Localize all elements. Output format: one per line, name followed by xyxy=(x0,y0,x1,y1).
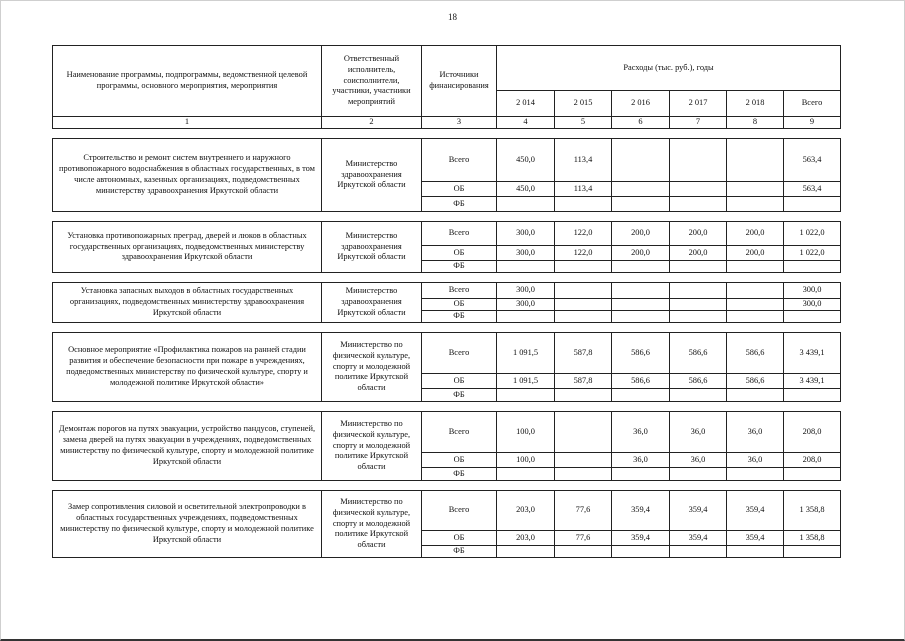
year-value-cell xyxy=(670,299,727,311)
header-year-cell: 2 015 xyxy=(555,91,612,117)
year-value-cell xyxy=(612,546,670,558)
year-value-cell xyxy=(555,283,612,299)
year-value-cell: 36,0 xyxy=(612,453,670,468)
year-value-cell: 77,6 xyxy=(555,531,612,546)
total-value-cell: 563,4 xyxy=(784,139,841,182)
year-value-cell: 450,0 xyxy=(497,139,555,182)
year-value-cell: 587,8 xyxy=(555,374,612,389)
year-value-cell: 586,6 xyxy=(612,374,670,389)
executor-cell: Министерство по физической культуре, спорту и молодежной политике Иркутской области xyxy=(322,491,422,558)
year-value-cell xyxy=(670,139,727,182)
activity-name-cell: Основное мероприятие «Профилактика пожаров на ранней стадии развития и обеспечение безопасности при пожаре в учреждениях, подведомственных министерству по физической культуре, спорту и молодежной политике Иркутской области» xyxy=(53,333,322,402)
year-value-cell xyxy=(555,546,612,558)
budget-table xyxy=(52,45,841,558)
year-value-cell xyxy=(670,261,727,273)
section-spacer xyxy=(53,481,841,491)
executor-cell: Министерство здравоохранения Иркутской области xyxy=(322,283,422,323)
table-row xyxy=(53,283,841,299)
column-number-cell: 7 xyxy=(670,117,727,129)
table-row xyxy=(53,333,841,374)
year-value-cell xyxy=(612,299,670,311)
year-value-cell xyxy=(497,197,555,212)
total-value-cell: 300,0 xyxy=(784,299,841,311)
executor-cell: Министерство здравоохранения Иркутской области xyxy=(322,222,422,273)
year-value-cell: 300,0 xyxy=(497,222,555,246)
year-value-cell xyxy=(555,468,612,481)
section-spacer xyxy=(53,212,841,222)
header-name-cell: Наименование программы, подпрограммы, ведомственной целевой программы, основного мероприятия, мероприятия xyxy=(53,46,322,117)
column-number-cell: 8 xyxy=(727,117,784,129)
column-number-cell: 3 xyxy=(422,117,497,129)
year-value-cell: 359,4 xyxy=(670,491,727,531)
year-value-cell: 36,0 xyxy=(727,453,784,468)
header-executor-cell: Ответственный исполнитель, соисполнители, участники, участники мероприятий xyxy=(322,46,422,117)
year-value-cell xyxy=(727,139,784,182)
year-value-cell: 586,6 xyxy=(670,333,727,374)
year-value-cell: 300,0 xyxy=(497,283,555,299)
year-value-cell xyxy=(555,453,612,468)
section-spacer xyxy=(53,129,841,139)
total-value-cell xyxy=(784,389,841,402)
year-value-cell xyxy=(497,546,555,558)
section-spacer-cell xyxy=(53,481,841,491)
year-value-cell: 36,0 xyxy=(670,453,727,468)
funding-source-cell: ОБ xyxy=(422,299,497,311)
year-value-cell: 359,4 xyxy=(612,491,670,531)
table-row xyxy=(53,412,841,453)
column-number-cell: 2 xyxy=(322,117,422,129)
funding-source-cell: ФБ xyxy=(422,389,497,402)
year-value-cell: 200,0 xyxy=(670,222,727,246)
total-value-cell: 1 358,8 xyxy=(784,491,841,531)
column-number-cell: 5 xyxy=(555,117,612,129)
header-year-cell: 2 016 xyxy=(612,91,670,117)
table-row xyxy=(53,491,841,531)
year-value-cell xyxy=(727,546,784,558)
activity-name-cell: Замер сопротивления силовой и осветительной электропроводки в областных государственных учреждениях, подведомственных министерству по физической культуре, спорту и молодежной политике Иркутской области xyxy=(53,491,322,558)
total-value-cell: 208,0 xyxy=(784,453,841,468)
header-year-cell: Всего xyxy=(784,91,841,117)
year-value-cell xyxy=(555,197,612,212)
column-number-cell: 6 xyxy=(612,117,670,129)
year-value-cell: 359,4 xyxy=(727,491,784,531)
funding-source-cell: Всего xyxy=(422,283,497,299)
year-value-cell: 586,6 xyxy=(727,374,784,389)
section-spacer-cell xyxy=(53,129,841,139)
executor-cell: Министерство по физической культуре, спорту и молодежной политике Иркутской области xyxy=(322,412,422,481)
funding-source-cell: ОБ xyxy=(422,531,497,546)
total-value-cell xyxy=(784,197,841,212)
year-value-cell xyxy=(727,261,784,273)
year-value-cell xyxy=(670,283,727,299)
funding-source-cell: ФБ xyxy=(422,261,497,273)
year-value-cell: 200,0 xyxy=(612,246,670,261)
table-row xyxy=(53,139,841,182)
total-value-cell: 1 358,8 xyxy=(784,531,841,546)
section-spacer xyxy=(53,323,841,333)
year-value-cell xyxy=(670,546,727,558)
header-year-cell: 2 018 xyxy=(727,91,784,117)
year-value-cell xyxy=(497,389,555,402)
year-value-cell: 586,6 xyxy=(670,374,727,389)
year-value-cell: 359,4 xyxy=(670,531,727,546)
year-value-cell xyxy=(612,283,670,299)
header-source-cell: Источники финансирования xyxy=(422,46,497,117)
year-value-cell: 586,6 xyxy=(612,333,670,374)
year-value-cell: 300,0 xyxy=(497,246,555,261)
year-value-cell xyxy=(727,283,784,299)
total-value-cell xyxy=(784,311,841,323)
section-spacer xyxy=(53,273,841,283)
year-value-cell xyxy=(555,412,612,453)
year-value-cell xyxy=(612,182,670,197)
header-year-cell: 2 017 xyxy=(670,91,727,117)
year-value-cell xyxy=(555,299,612,311)
funding-source-cell: Всего xyxy=(422,222,497,246)
year-value-cell xyxy=(555,389,612,402)
year-value-cell: 100,0 xyxy=(497,453,555,468)
year-value-cell xyxy=(727,389,784,402)
section-spacer-cell xyxy=(53,273,841,283)
activity-name-cell: Установка противопожарных преград, дверей и люков в областных государственных организациях, подведомственных министерству здравоохранения Иркутской области xyxy=(53,222,322,273)
total-value-cell: 208,0 xyxy=(784,412,841,453)
funding-source-cell: Всего xyxy=(422,491,497,531)
year-value-cell: 203,0 xyxy=(497,531,555,546)
total-value-cell: 563,4 xyxy=(784,182,841,197)
year-value-cell: 200,0 xyxy=(727,222,784,246)
funding-source-cell: ОБ xyxy=(422,374,497,389)
funding-source-cell: Всего xyxy=(422,333,497,374)
year-value-cell xyxy=(670,468,727,481)
header-expenses-cell: Расходы (тыс. руб.), годы xyxy=(497,46,841,91)
funding-source-cell: ФБ xyxy=(422,197,497,212)
year-value-cell xyxy=(727,311,784,323)
year-value-cell: 200,0 xyxy=(670,246,727,261)
section-spacer-cell xyxy=(53,402,841,412)
activity-name-cell: Строительство и ремонт систем внутреннего и наружного противопожарного водоснабжения в областных государственных, в том числе автономных, казенных организациях, подведомственных министерству здравоохранения Иркутской области xyxy=(53,139,322,212)
year-value-cell: 200,0 xyxy=(727,246,784,261)
year-value-cell: 36,0 xyxy=(612,412,670,453)
year-value-cell xyxy=(612,197,670,212)
year-value-cell: 100,0 xyxy=(497,412,555,453)
funding-source-cell: ОБ xyxy=(422,182,497,197)
column-number-cell: 1 xyxy=(53,117,322,129)
year-value-cell: 359,4 xyxy=(612,531,670,546)
year-value-cell xyxy=(612,311,670,323)
total-value-cell xyxy=(784,546,841,558)
year-value-cell xyxy=(497,468,555,481)
funding-source-cell: ОБ xyxy=(422,246,497,261)
activity-name-cell: Демонтаж порогов на путях эвакуации, устройство пандусов, ступеней, замена дверей на путях эвакуации в учреждениях, подведомственных министерству по физической культуре, спорту и молодежной политике Иркутской области xyxy=(53,412,322,481)
year-value-cell: 200,0 xyxy=(612,222,670,246)
year-value-cell xyxy=(612,139,670,182)
year-value-cell: 122,0 xyxy=(555,222,612,246)
year-value-cell: 203,0 xyxy=(497,491,555,531)
funding-source-cell: Всего xyxy=(422,139,497,182)
column-number-cell: 9 xyxy=(784,117,841,129)
total-value-cell xyxy=(784,261,841,273)
section-spacer xyxy=(53,402,841,412)
year-value-cell xyxy=(612,389,670,402)
total-value-cell: 3 439,1 xyxy=(784,333,841,374)
year-value-cell xyxy=(670,311,727,323)
year-value-cell: 1 091,5 xyxy=(497,374,555,389)
year-value-cell: 36,0 xyxy=(727,412,784,453)
funding-source-cell: Всего xyxy=(422,412,497,453)
year-value-cell: 113,4 xyxy=(555,139,612,182)
section-spacer-cell xyxy=(53,323,841,333)
year-value-cell xyxy=(670,182,727,197)
year-value-cell xyxy=(612,468,670,481)
year-value-cell: 300,0 xyxy=(497,299,555,311)
total-value-cell: 3 439,1 xyxy=(784,374,841,389)
year-value-cell xyxy=(670,389,727,402)
section-spacer-cell xyxy=(53,212,841,222)
funding-source-cell: ФБ xyxy=(422,468,497,481)
year-value-cell: 77,6 xyxy=(555,491,612,531)
year-value-cell xyxy=(727,299,784,311)
year-value-cell xyxy=(727,468,784,481)
year-value-cell: 122,0 xyxy=(555,246,612,261)
year-value-cell: 1 091,5 xyxy=(497,333,555,374)
header-row xyxy=(53,46,841,91)
total-value-cell xyxy=(784,468,841,481)
funding-source-cell: ОБ xyxy=(422,453,497,468)
executor-cell: Министерство здравоохранения Иркутской области xyxy=(322,139,422,212)
year-value-cell: 450,0 xyxy=(497,182,555,197)
activity-name-cell: Установка запасных выходов в областных государственных организациях, подведомственных министерству здравоохранения Иркутской области xyxy=(53,283,322,323)
funding-source-cell: ФБ xyxy=(422,546,497,558)
total-value-cell: 300,0 xyxy=(784,283,841,299)
year-value-cell xyxy=(612,261,670,273)
year-value-cell: 359,4 xyxy=(727,531,784,546)
year-value-cell xyxy=(555,261,612,273)
total-value-cell: 1 022,0 xyxy=(784,246,841,261)
executor-cell: Министерство по физической культуре, спорту и молодежной политике Иркутской области xyxy=(322,333,422,402)
year-value-cell xyxy=(727,182,784,197)
year-value-cell xyxy=(670,197,727,212)
column-number-cell: 4 xyxy=(497,117,555,129)
year-value-cell: 586,6 xyxy=(727,333,784,374)
column-number-row xyxy=(53,117,841,129)
year-value-cell: 36,0 xyxy=(670,412,727,453)
total-value-cell: 1 022,0 xyxy=(784,222,841,246)
header-year-cell: 2 014 xyxy=(497,91,555,117)
funding-source-cell: ФБ xyxy=(422,311,497,323)
year-value-cell xyxy=(555,311,612,323)
page-number: 18 xyxy=(448,12,457,22)
year-value-cell xyxy=(727,197,784,212)
year-value-cell: 587,8 xyxy=(555,333,612,374)
year-value-cell xyxy=(497,261,555,273)
year-value-cell xyxy=(497,311,555,323)
year-value-cell: 113,4 xyxy=(555,182,612,197)
table-row xyxy=(53,222,841,246)
